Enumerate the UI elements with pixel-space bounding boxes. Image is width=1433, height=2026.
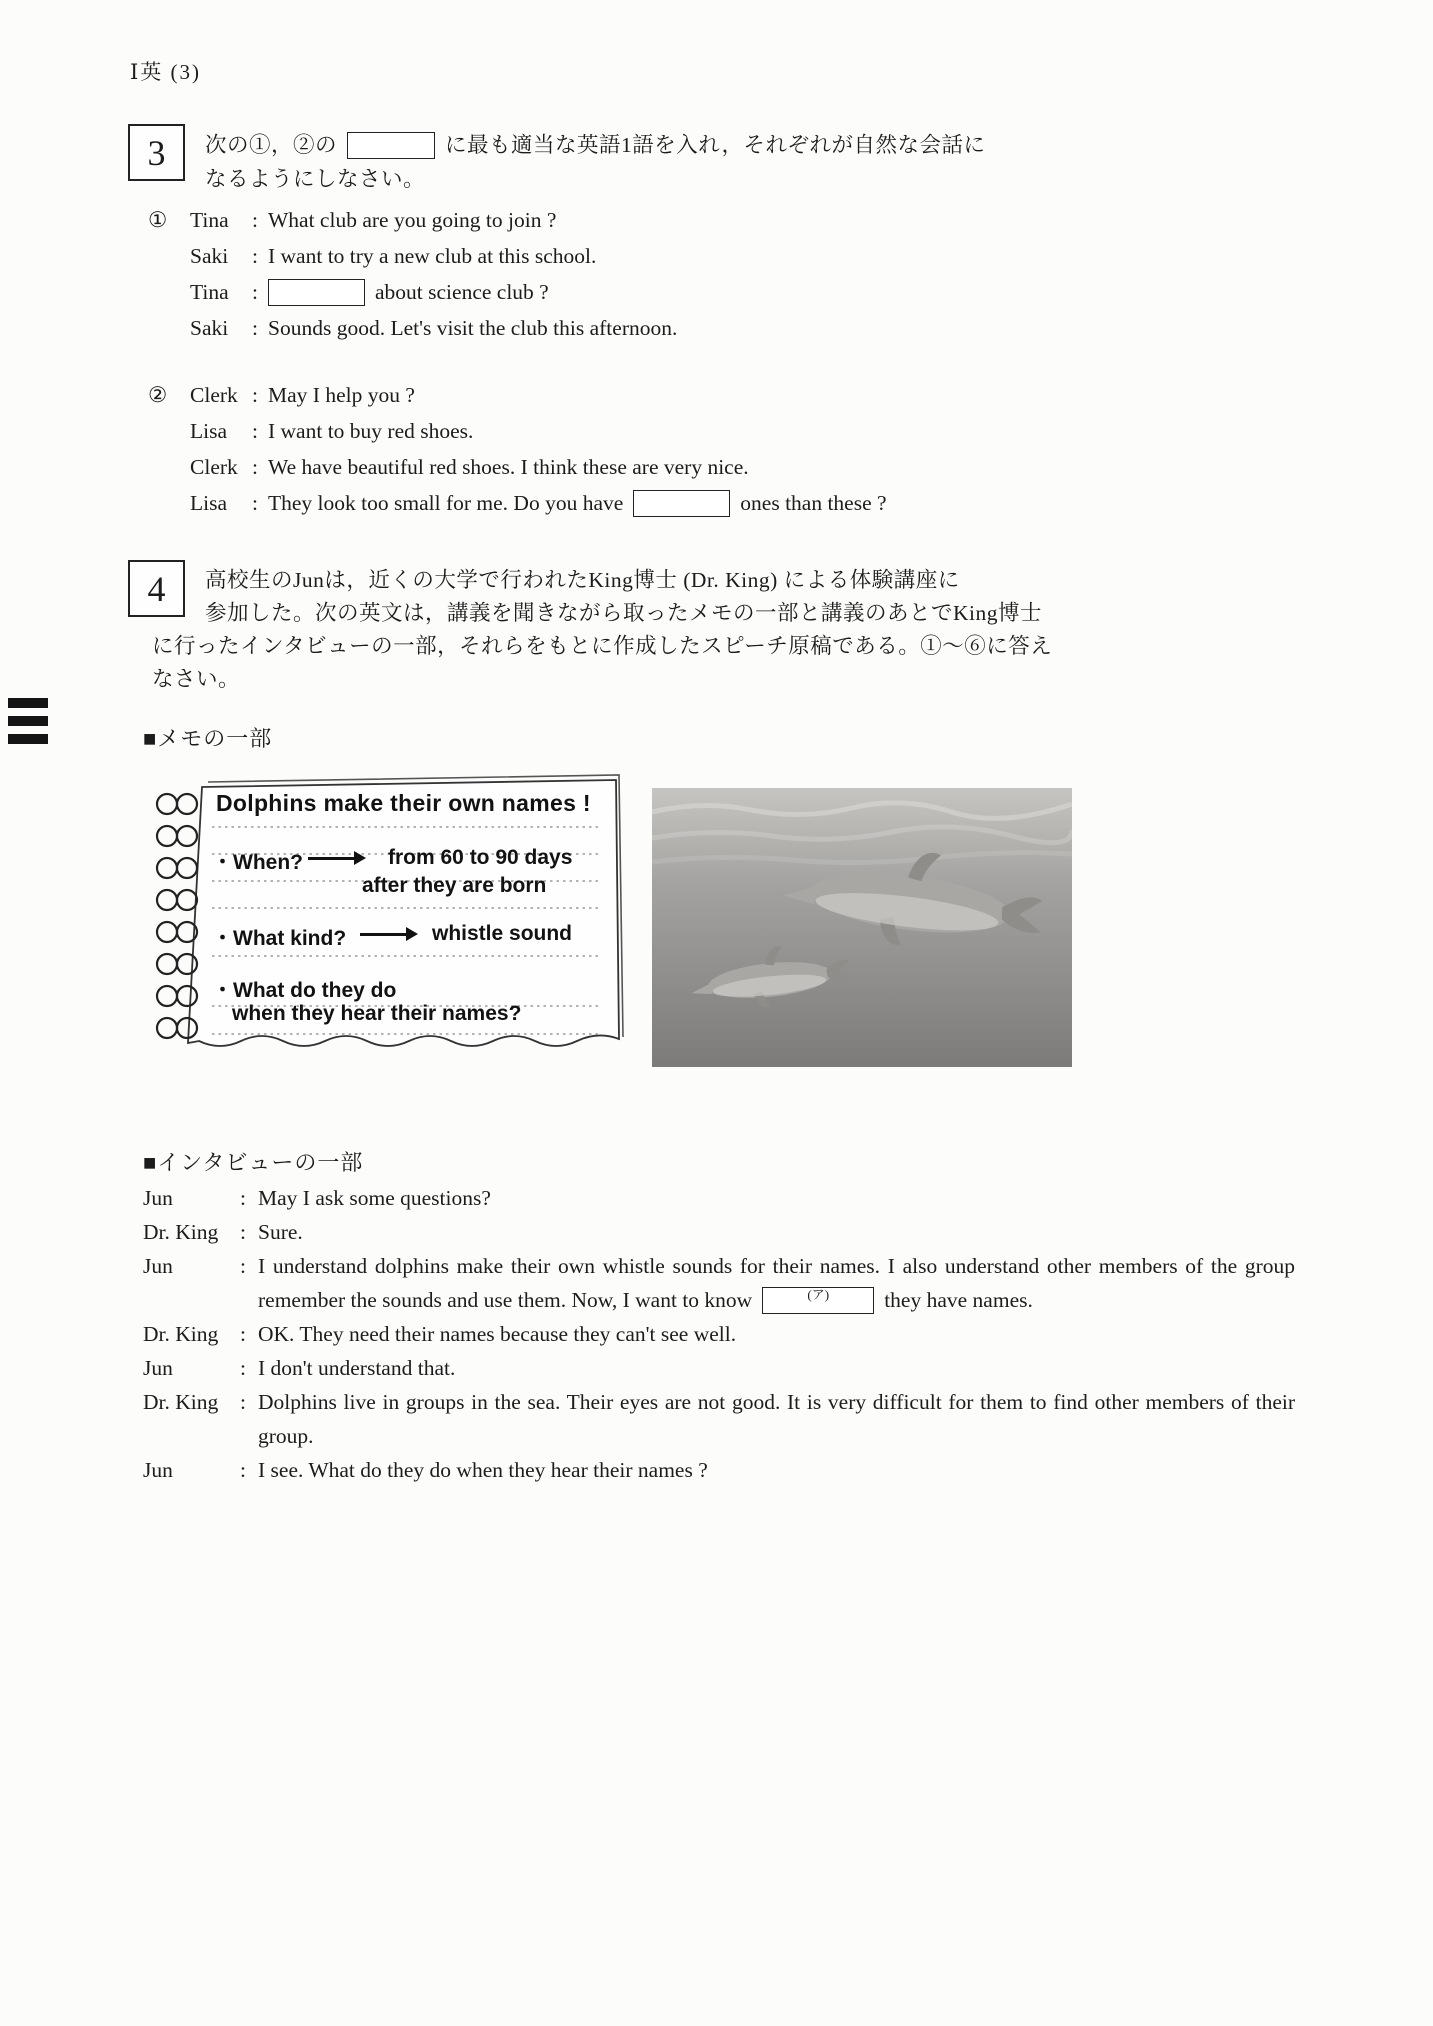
- dialog-text: I want to buy red shoes.: [268, 419, 474, 443]
- dialog-text: OK. They need their names because they can't see well.: [258, 1322, 737, 1346]
- answer-blank: [347, 132, 435, 159]
- interview-line: [143, 1249, 1295, 1317]
- page-header: Ⅰ英 (3): [130, 60, 202, 84]
- water-background: [652, 788, 1072, 1067]
- dialog-line: [148, 413, 1298, 449]
- question-number: 3: [147, 132, 166, 173]
- dialog-text-post: they have names.: [884, 1288, 1033, 1312]
- dialog-line: [148, 310, 1298, 346]
- item-number-spacer: [148, 238, 190, 274]
- question-number: 4: [147, 568, 166, 609]
- colon: :: [240, 1254, 246, 1278]
- dialog-text-pre: They look too small for me. Do you have: [268, 491, 624, 515]
- q4-instruction-line-3: に行ったインタビューの一部，それらをもとに作成したスピーチ原稿である。①～⑥に答え: [152, 634, 1053, 658]
- memo-when-answer-1: from 60 to 90 days: [388, 846, 573, 869]
- speaker-name: Jun: [143, 1186, 173, 1210]
- dialog-text: Sounds good. Let's visit the club this afternoon.: [268, 316, 678, 340]
- memo-when-answer-2: after they are born: [362, 874, 547, 897]
- interview-line: [143, 1215, 1295, 1249]
- blank-label: (ア): [807, 1287, 830, 1302]
- colon: :: [252, 280, 258, 304]
- interview-section-label: ■インタビューの一部: [143, 1150, 364, 1175]
- colon: :: [240, 1220, 246, 1244]
- colon: :: [240, 1356, 246, 1380]
- speaker-name: Tina: [190, 208, 229, 232]
- binding-mark: [8, 698, 48, 708]
- interview-line: [143, 1181, 1295, 1215]
- q3-instruction-line-2: なるようにしなさい。: [205, 167, 426, 191]
- speaker-name: Jun: [143, 1458, 173, 1482]
- item-number-spacer: [148, 274, 190, 310]
- speaker-name: Jun: [143, 1254, 173, 1278]
- arrow-right-icon: [308, 857, 356, 860]
- speaker-name: Tina: [190, 280, 229, 304]
- memo-title: Dolphins make their own names !: [216, 790, 591, 816]
- memo-do-question-2: when they hear their names?: [232, 1002, 522, 1025]
- arrow-right-icon: [360, 933, 408, 936]
- speaker-name: Dr. King: [143, 1322, 219, 1346]
- q4-instruction-line-2: 参加した。次の英文は，講義を聞きながら取ったメモの一部と講義のあとでKing博士: [205, 601, 1043, 625]
- speaker-name: Saki: [190, 316, 229, 340]
- speaker-name: Clerk: [190, 383, 238, 407]
- speaker-name: Jun: [143, 1356, 173, 1380]
- answer-blank: [268, 279, 365, 306]
- answer-blank-a: [762, 1287, 874, 1314]
- memo-notebook: [150, 770, 632, 1072]
- dialog-text: What club are you going to join ?: [268, 208, 557, 232]
- memo-kind-question: ・What kind?: [212, 927, 347, 950]
- dialog-text: May I ask some questions?: [258, 1186, 491, 1210]
- colon: :: [252, 244, 258, 268]
- colon: :: [252, 316, 258, 340]
- binding-mark: [8, 734, 48, 744]
- dialog-line: [148, 449, 1298, 485]
- dialog-text: [258, 1249, 1295, 1317]
- dolphin-illustration: [652, 788, 1072, 1067]
- interview-line: [143, 1453, 1295, 1487]
- dialog-line: [148, 274, 1298, 310]
- interview-line: [143, 1317, 1295, 1351]
- q4-instruction-line-1: 高校生のJunは，近くの大学で行われたKing博士 (Dr. King) による体験講座に: [205, 568, 960, 592]
- q3-dialog-1: [148, 202, 1298, 346]
- binding-mark: [8, 716, 48, 726]
- item-number: ②: [148, 383, 168, 407]
- speaker-name: Clerk: [190, 455, 238, 479]
- memo-section-label: ■メモの一部: [143, 726, 273, 751]
- answer-blank: [633, 490, 730, 517]
- dialog-text: I want to try a new club at this school.: [268, 244, 597, 268]
- speaker-name: Dr. King: [143, 1390, 219, 1414]
- dialog-line: [148, 238, 1298, 274]
- item-number-spacer: [148, 310, 190, 346]
- colon: :: [252, 455, 258, 479]
- speaker-name: Lisa: [190, 419, 228, 443]
- item-number-spacer: [148, 485, 190, 521]
- dolphin-photo: [652, 788, 1072, 1067]
- colon: :: [252, 208, 258, 232]
- item-number: ①: [148, 208, 168, 232]
- dialog-text-post: ones than these ?: [740, 491, 887, 515]
- dialog-line: [148, 485, 1298, 521]
- q3-instruction-line-1: [205, 128, 986, 162]
- q3-dialog-2: [148, 377, 1298, 521]
- speaker-name: Lisa: [190, 491, 228, 515]
- dialog-text-post: about science club ?: [375, 280, 549, 304]
- item-number-spacer: [148, 413, 190, 449]
- q4-instruction-line-4: なさい。: [152, 667, 241, 691]
- dialog-text: [268, 485, 1298, 521]
- interview-line: [143, 1385, 1295, 1453]
- colon: :: [240, 1458, 246, 1482]
- dialog-text: Sure.: [258, 1220, 303, 1244]
- interview-transcript: [143, 1181, 1295, 1487]
- speaker-name: Dr. King: [143, 1220, 219, 1244]
- dialog-text: May I help you ?: [268, 383, 415, 407]
- colon: :: [240, 1186, 246, 1210]
- dialog-line: [148, 377, 1298, 413]
- dialog-text: I don't understand that.: [258, 1356, 456, 1380]
- dialog-text: Dolphins live in groups in the sea. Their eyes are not good. It is very difficult for them to find other members of their group.: [258, 1390, 1295, 1448]
- dialog-text: [268, 274, 1298, 310]
- memo-kind-answer: whistle sound: [432, 922, 573, 945]
- dialog-text-pre: I understand dolphins make their own whistle sounds for their names. I also understand other members of the group remember the sounds and use them. Now, I want to know: [258, 1254, 1295, 1312]
- instruction-text: 次の①，②の: [205, 133, 338, 157]
- memo-do-question-1: ・What do they do: [212, 979, 397, 1002]
- interview-line: [143, 1351, 1295, 1385]
- question-3-number-box: [128, 124, 185, 181]
- instruction-text: に最も適当な英語1語を入れ，それぞれが自然な会話に: [445, 133, 986, 157]
- item-number-spacer: [148, 449, 190, 485]
- colon: :: [240, 1390, 246, 1414]
- memo-when-question: ・When?: [212, 851, 303, 874]
- dialog-text: I see. What do they do when they hear their names ?: [258, 1458, 708, 1482]
- question-4-number-box: [128, 560, 185, 617]
- dialog-line: [148, 202, 1298, 238]
- colon: :: [252, 383, 258, 407]
- dialog-text: We have beautiful red shoes. I think these are very nice.: [268, 455, 749, 479]
- colon: :: [252, 419, 258, 443]
- colon: :: [252, 491, 258, 515]
- colon: :: [240, 1322, 246, 1346]
- speaker-name: Saki: [190, 244, 229, 268]
